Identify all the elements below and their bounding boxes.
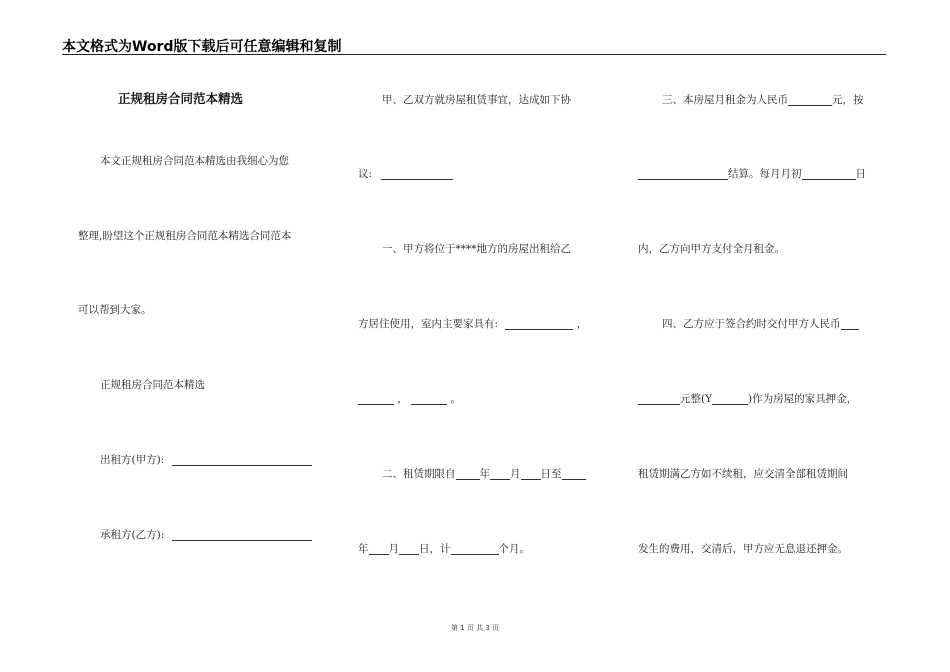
column-middle <box>358 0 603 672</box>
deposit-amount-blank-2 <box>638 394 680 405</box>
col3-line-2 <box>638 168 866 180</box>
furniture-sep-2: ， <box>397 393 408 405</box>
settlement-label: 结算。每月月初 <box>728 168 802 180</box>
term-day-to-label: 日至 <box>540 468 562 480</box>
term-label: 二、租赁期限自 <box>382 468 456 480</box>
term-end-year-blank <box>562 469 586 480</box>
col2-line-7 <box>358 543 530 555</box>
col2-line-2 <box>358 168 453 180</box>
furniture-blank-3 <box>411 394 447 405</box>
col2-line-5 <box>358 393 461 405</box>
term-month-label: 月 <box>510 468 521 480</box>
term-months-label: 个月。 <box>498 543 530 555</box>
col3-line-1 <box>662 94 864 106</box>
payment-day-label: 日 <box>855 168 866 180</box>
col2-line-4 <box>358 318 587 330</box>
term-start-year-blank <box>456 469 480 480</box>
rent-amount-blank <box>788 95 832 106</box>
furniture-end: 。 <box>450 393 462 405</box>
lessee-line <box>100 529 312 541</box>
furniture-label: 方居住使用，室内主要家具有: <box>358 318 499 330</box>
term-end-month-label: 月 <box>388 543 399 555</box>
col2-line-6 <box>382 468 586 480</box>
deposit-yuan-label: 元整(Y <box>680 393 713 405</box>
term-start-month-blank <box>490 469 510 480</box>
page-header-title: 本文格式为Word版下载后可任意编辑和复制 <box>62 39 342 55</box>
term-year-label: 年 <box>479 468 490 480</box>
term-end-day-label: 日，计 <box>419 543 451 555</box>
furniture-blank-2 <box>358 394 394 405</box>
document-title: 正规租房合同范本精选 <box>118 91 244 106</box>
intro-line-3: 可以帮到大家。 <box>78 304 152 316</box>
column-left <box>78 0 323 672</box>
col3-line-6: 租赁期满乙方如不续租，应交清全部租赁期间 <box>638 468 848 480</box>
subheading: 正规租房合同范本精选 <box>100 379 205 391</box>
agreement-blank <box>381 169 453 180</box>
page-footer: 第 1 页 共 3 页 <box>450 624 500 632</box>
furniture-sep: ， <box>576 318 588 330</box>
settlement-blank <box>638 169 728 180</box>
lessor-line <box>100 454 312 466</box>
rent-unit-label: 元，按 <box>832 94 864 106</box>
intro-line-1: 本文正规租房合同范本精选由我细心为您 <box>100 155 289 167</box>
col3-line-7: 发生的费用，交清后，甲方应无息退还押金。 <box>638 543 848 555</box>
deposit-label: 四、乙方应于签合约时交付甲方人民币 <box>662 318 841 330</box>
col2-line-1: 甲、乙双方就房屋租赁事宜，达成如下协 <box>382 94 571 106</box>
lessee-label: 承租方(乙方): <box>100 529 165 541</box>
furniture-blank-1 <box>505 319 573 330</box>
lessor-label: 出租方(甲方): <box>100 454 165 466</box>
deposit-amount-blank-1 <box>841 319 859 330</box>
column-right <box>638 0 888 672</box>
term-start-day-blank <box>521 469 541 480</box>
term-end-year-label: 年 <box>358 543 369 555</box>
term-end-day-blank <box>399 544 419 555</box>
deposit-purpose-label: )作为房屋的家具押金， <box>748 393 858 405</box>
col3-line-3: 内，乙方向甲方支付全月租金。 <box>638 243 785 255</box>
agreement-suffix: 议: <box>358 168 373 180</box>
col3-line-4 <box>662 318 859 330</box>
lessor-blank <box>172 455 312 466</box>
col2-line-3: 一、甲方将位于****地方的房屋出租给乙 <box>382 243 571 255</box>
term-months-blank <box>451 544 499 555</box>
deposit-number-blank <box>712 394 748 405</box>
col3-line-5 <box>638 393 857 405</box>
payment-day-blank <box>802 169 856 180</box>
term-end-month-blank <box>369 544 389 555</box>
rent-label: 三、本房屋月租金为人民币 <box>662 94 788 106</box>
lessee-blank <box>172 530 312 541</box>
intro-line-2: 整理,盼望这个正规租房合同范本精选合同范本 <box>78 230 292 242</box>
